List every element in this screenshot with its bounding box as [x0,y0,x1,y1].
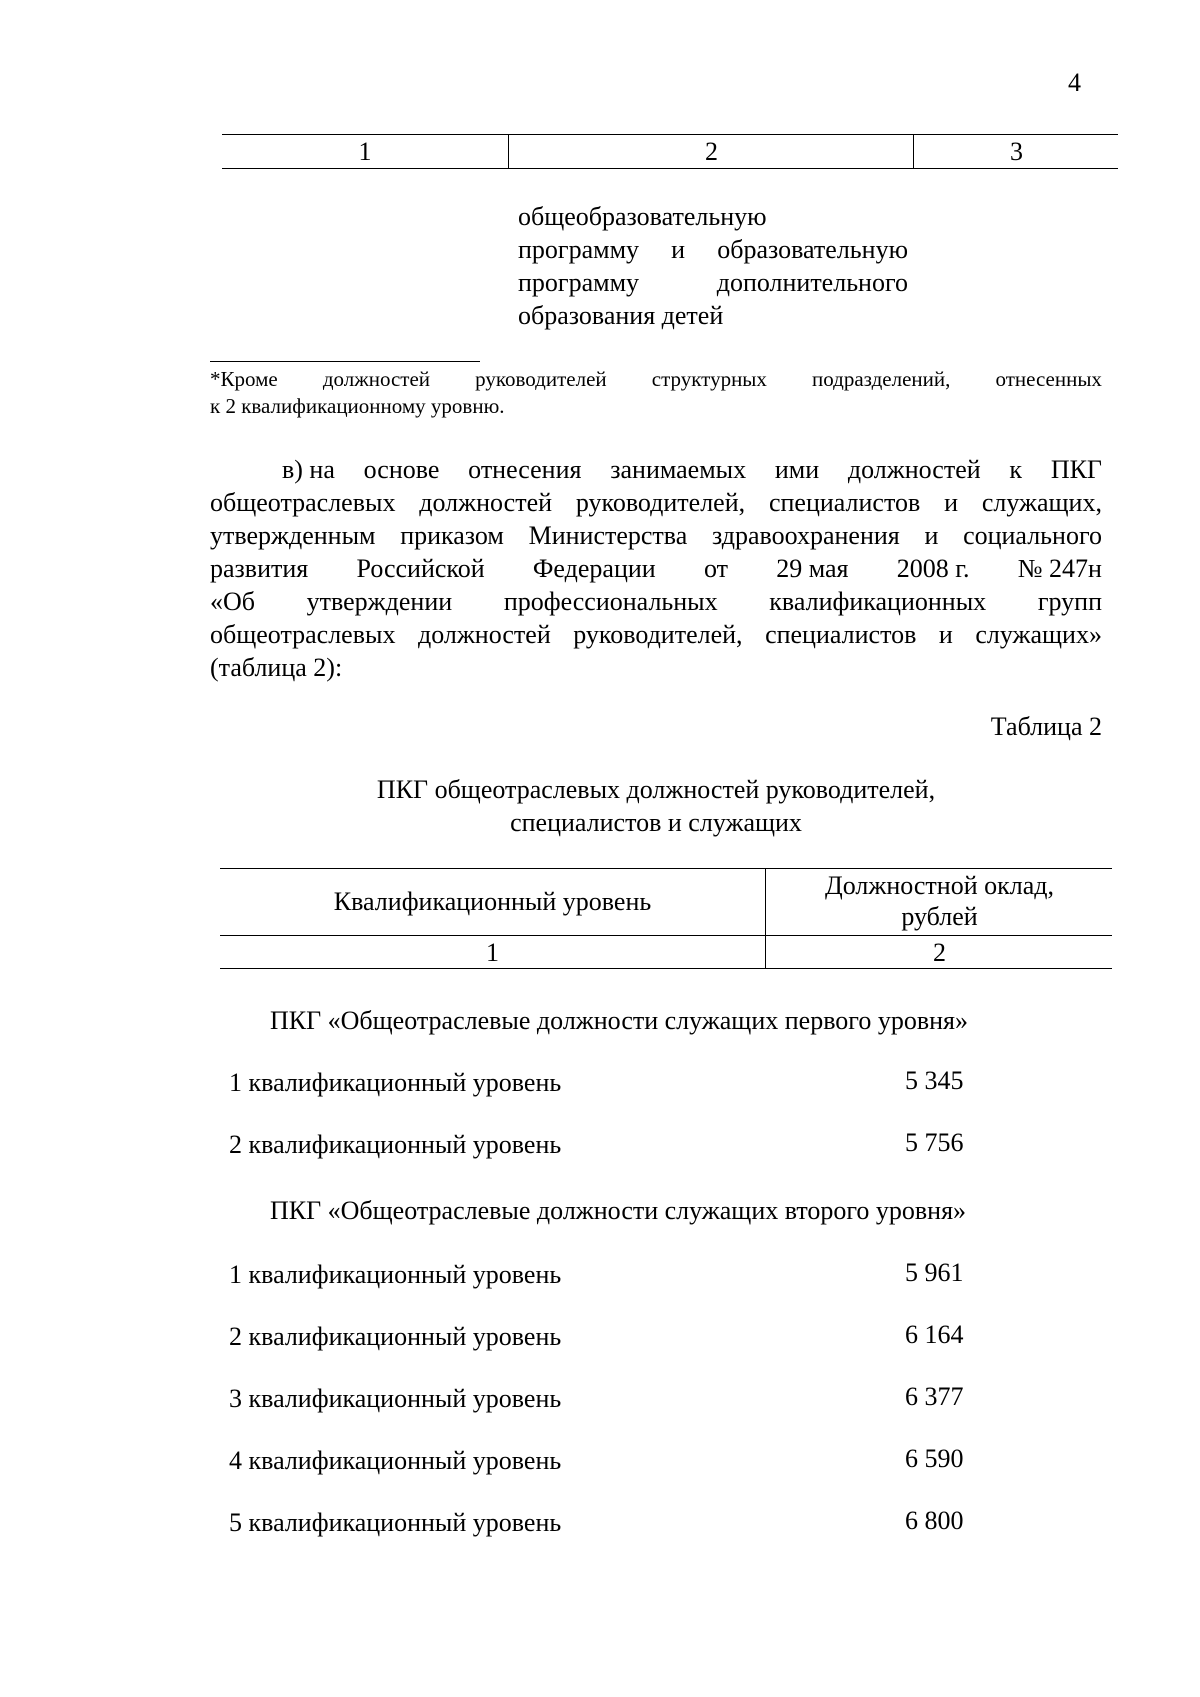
table-rule-mid [220,935,1112,936]
group-title: ПКГ «Общеотраслевые должности служащих первого уровня» [270,1006,968,1035]
word: общеотраслевых [210,488,396,517]
word: руководителей, [573,620,743,649]
word: отнесенных [995,367,1102,391]
paragraph-line [210,486,1102,519]
paragraph-line [210,453,1102,486]
table-rule-bottom [222,168,1118,169]
level-label: 4 квалификационный уровень [229,1446,562,1475]
word: к [1009,455,1023,484]
salary-value: 6 164 [905,1320,964,1349]
column-number: 1 [486,938,499,967]
salary-value: 6 800 [905,1506,964,1535]
word: общеобразовательную [518,202,767,231]
level-label: 1 квалификационный уровень [229,1260,562,1289]
salary-value: 5 961 [905,1258,964,1287]
table-col-number: 1 [358,137,372,166]
paragraph-line [210,585,1102,618]
column-header-salary [767,870,1112,932]
word: отнесения [468,455,582,484]
salary-value: 5 756 [905,1128,964,1157]
word: специалистов [765,620,917,649]
word: руководителей, [575,488,746,517]
footnote [210,366,1102,420]
word: общеотраслевых [210,620,396,649]
table-title-line: ПКГ общеотраслевых должностей руководителей, [376,775,936,804]
word: образовательную [717,235,908,264]
word: ими [774,455,820,484]
word: Министерства [528,521,688,550]
footnote-line [210,366,1102,393]
paragraph-line: (таблица 2): [210,653,343,682]
word: программу [518,268,640,297]
table-col-divider [508,134,509,168]
table-col-divider [765,868,766,968]
word: подразделений, [812,367,951,391]
table-title [210,773,1102,839]
word: основе [363,455,440,484]
salary-value: 6 590 [905,1444,964,1473]
group-title: ПКГ «Общеотраслевые должности служащих второго уровня» [270,1196,967,1225]
text-line [518,299,908,332]
word: утвержденным [210,521,376,550]
word: утверждении [306,587,453,616]
word: *Кроме [210,367,278,391]
column-number: 2 [933,938,946,967]
level-label: 3 квалификационный уровень [229,1384,562,1413]
word: служащих, [981,488,1102,517]
word: здравоохранения [711,521,900,550]
word: Российской [356,554,485,583]
word: должностей [322,367,431,391]
word: «Об [210,587,256,616]
text-line [518,200,908,233]
word: должностей [417,620,551,649]
word: служащих» [975,620,1102,649]
footnote-separator [210,361,480,362]
word: социального [963,521,1102,550]
table-col-number: 2 [705,137,718,166]
word: приказом [400,521,504,550]
word: дополнительного [716,268,908,297]
continuation-cell-text [518,200,908,332]
word: от [703,554,728,583]
word: ПКГ [1050,455,1102,484]
paragraph-line [210,552,1102,585]
word: и [671,235,686,264]
header-line: рублей [901,902,978,931]
word: специалистов [768,488,921,517]
salary-value: 5 345 [905,1066,964,1095]
table-label: Таблица 2 [990,712,1102,741]
word: профессиональных [503,587,718,616]
paragraph-line [210,519,1102,552]
word: структурных [651,367,767,391]
word: 2008 г. [896,554,970,583]
word: в) на [282,455,335,484]
body-paragraph [210,453,1102,684]
level-label: 5 квалификационный уровень [229,1508,562,1537]
word: и [944,488,959,517]
word: образования детей [518,301,724,330]
column-header-level: Квалификационный уровень [333,887,652,916]
table-rule-top [222,134,1118,135]
level-label: 2 квалификационный уровень [229,1322,562,1351]
text-line [518,266,908,299]
table-title-line: специалистов и служащих [510,808,802,837]
word: занимаемых [610,455,747,484]
page-number: 4 [1068,68,1081,97]
word: групп [1037,587,1102,616]
word: № 247н [1017,554,1102,583]
text-line [518,233,908,266]
level-label: 1 квалификационный уровень [229,1068,562,1097]
table-col-divider [913,134,914,168]
word: Федерации [532,554,656,583]
word: должностей [847,455,981,484]
level-label: 2 квалификационный уровень [229,1130,562,1159]
word: программу [518,235,640,264]
header-line: Должностной оклад, [825,871,1054,900]
table-rule-bottom [220,968,1112,969]
word: руководителей [475,367,607,391]
footnote-line: к 2 квалификационному уровню. [210,394,505,418]
word: и [938,620,953,649]
word: развития [210,554,309,583]
word: квалификационных [769,587,987,616]
paragraph-line [210,618,1102,651]
word: и [924,521,939,550]
salary-value: 6 377 [905,1382,964,1411]
table-col-number: 3 [1010,137,1023,166]
word: 29 мая [776,554,849,583]
word: должностей [419,488,553,517]
table-rule-top [220,868,1112,869]
